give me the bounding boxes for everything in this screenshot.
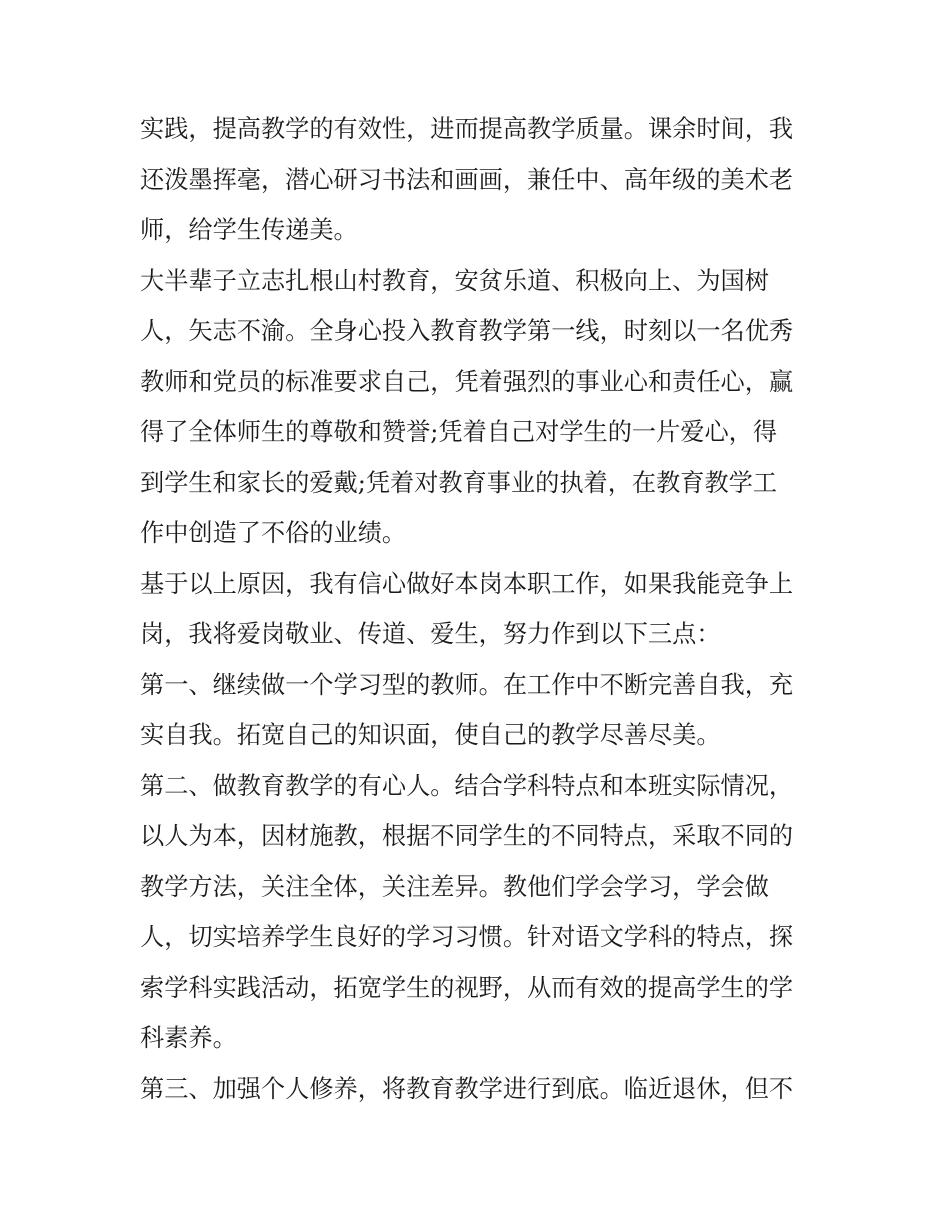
- paragraph-6: [140, 1064, 814, 1115]
- text-line: 科素养。: [140, 1024, 237, 1052]
- text-line: 教师和党员的标准要求自己，凭着强烈的事业心和责任心，赢: [140, 367, 794, 396]
- paragraph-3: [140, 559, 814, 660]
- text-line: 教学方法，关注全体，关注差异。教他们学会学习，学会做: [140, 872, 769, 901]
- text-line: 第三、加强个人修养，将教育教学进行到底。临近退休，但不: [140, 1074, 794, 1103]
- text-line: 到学生和家长的爱戴;凭着对教育事业的执着，在教育教学工: [140, 468, 778, 497]
- text-line: 第二、做教育教学的有心人。结合学科特点和本班实际情况，: [140, 771, 794, 800]
- text-line: 实践，提高教学的有效性，进而提高教学质量。课余时间，我: [140, 115, 794, 143]
- document-page: [140, 104, 814, 1114]
- text-line: 人，切实培养学生良好的学习习惯。针对语文学科的特点，探: [140, 923, 794, 951]
- text-line: 得了全体师生的尊敬和赞誉;凭着自己对学生的一片爱心，得: [140, 418, 778, 446]
- paragraph-1: [140, 104, 814, 256]
- paragraph-4: [140, 660, 814, 761]
- text-line: 以人为本，因材施教，根据不同学生的不同特点，采取不同的: [140, 822, 794, 850]
- text-line: 基于以上原因，我有信心做好本岗本职工作，如果我能竞争上: [140, 569, 794, 598]
- text-line: 人，矢志不渝。全身心投入教育教学第一线，时刻以一名优秀: [140, 317, 794, 345]
- text-line: 索学科实践活动，拓宽学生的视野，从而有效的提高学生的学: [140, 973, 794, 1002]
- paragraph-2: [140, 256, 814, 559]
- text-line: 岗，我将爱岗敬业、传道、爱生，努力作到以下三点：: [140, 620, 721, 648]
- text-line: 师，给学生传递美。: [140, 216, 358, 244]
- text-line: 第一、继续做一个学习型的教师。在工作中不断完善自我，充: [140, 670, 794, 699]
- text-line: 还泼墨挥毫，潜心研习书法和画画，兼任中、高年级的美术老: [140, 165, 794, 194]
- text-line: 大半辈子立志扎根山村教育，安贫乐道、积极向上、为国树: [140, 266, 769, 295]
- text-line: 作中创造了不俗的业绩。: [140, 519, 407, 547]
- text-line: 实自我。拓宽自己的知识面，使自己的教学尽善尽美。: [140, 721, 721, 749]
- paragraph-5: [140, 761, 814, 1064]
